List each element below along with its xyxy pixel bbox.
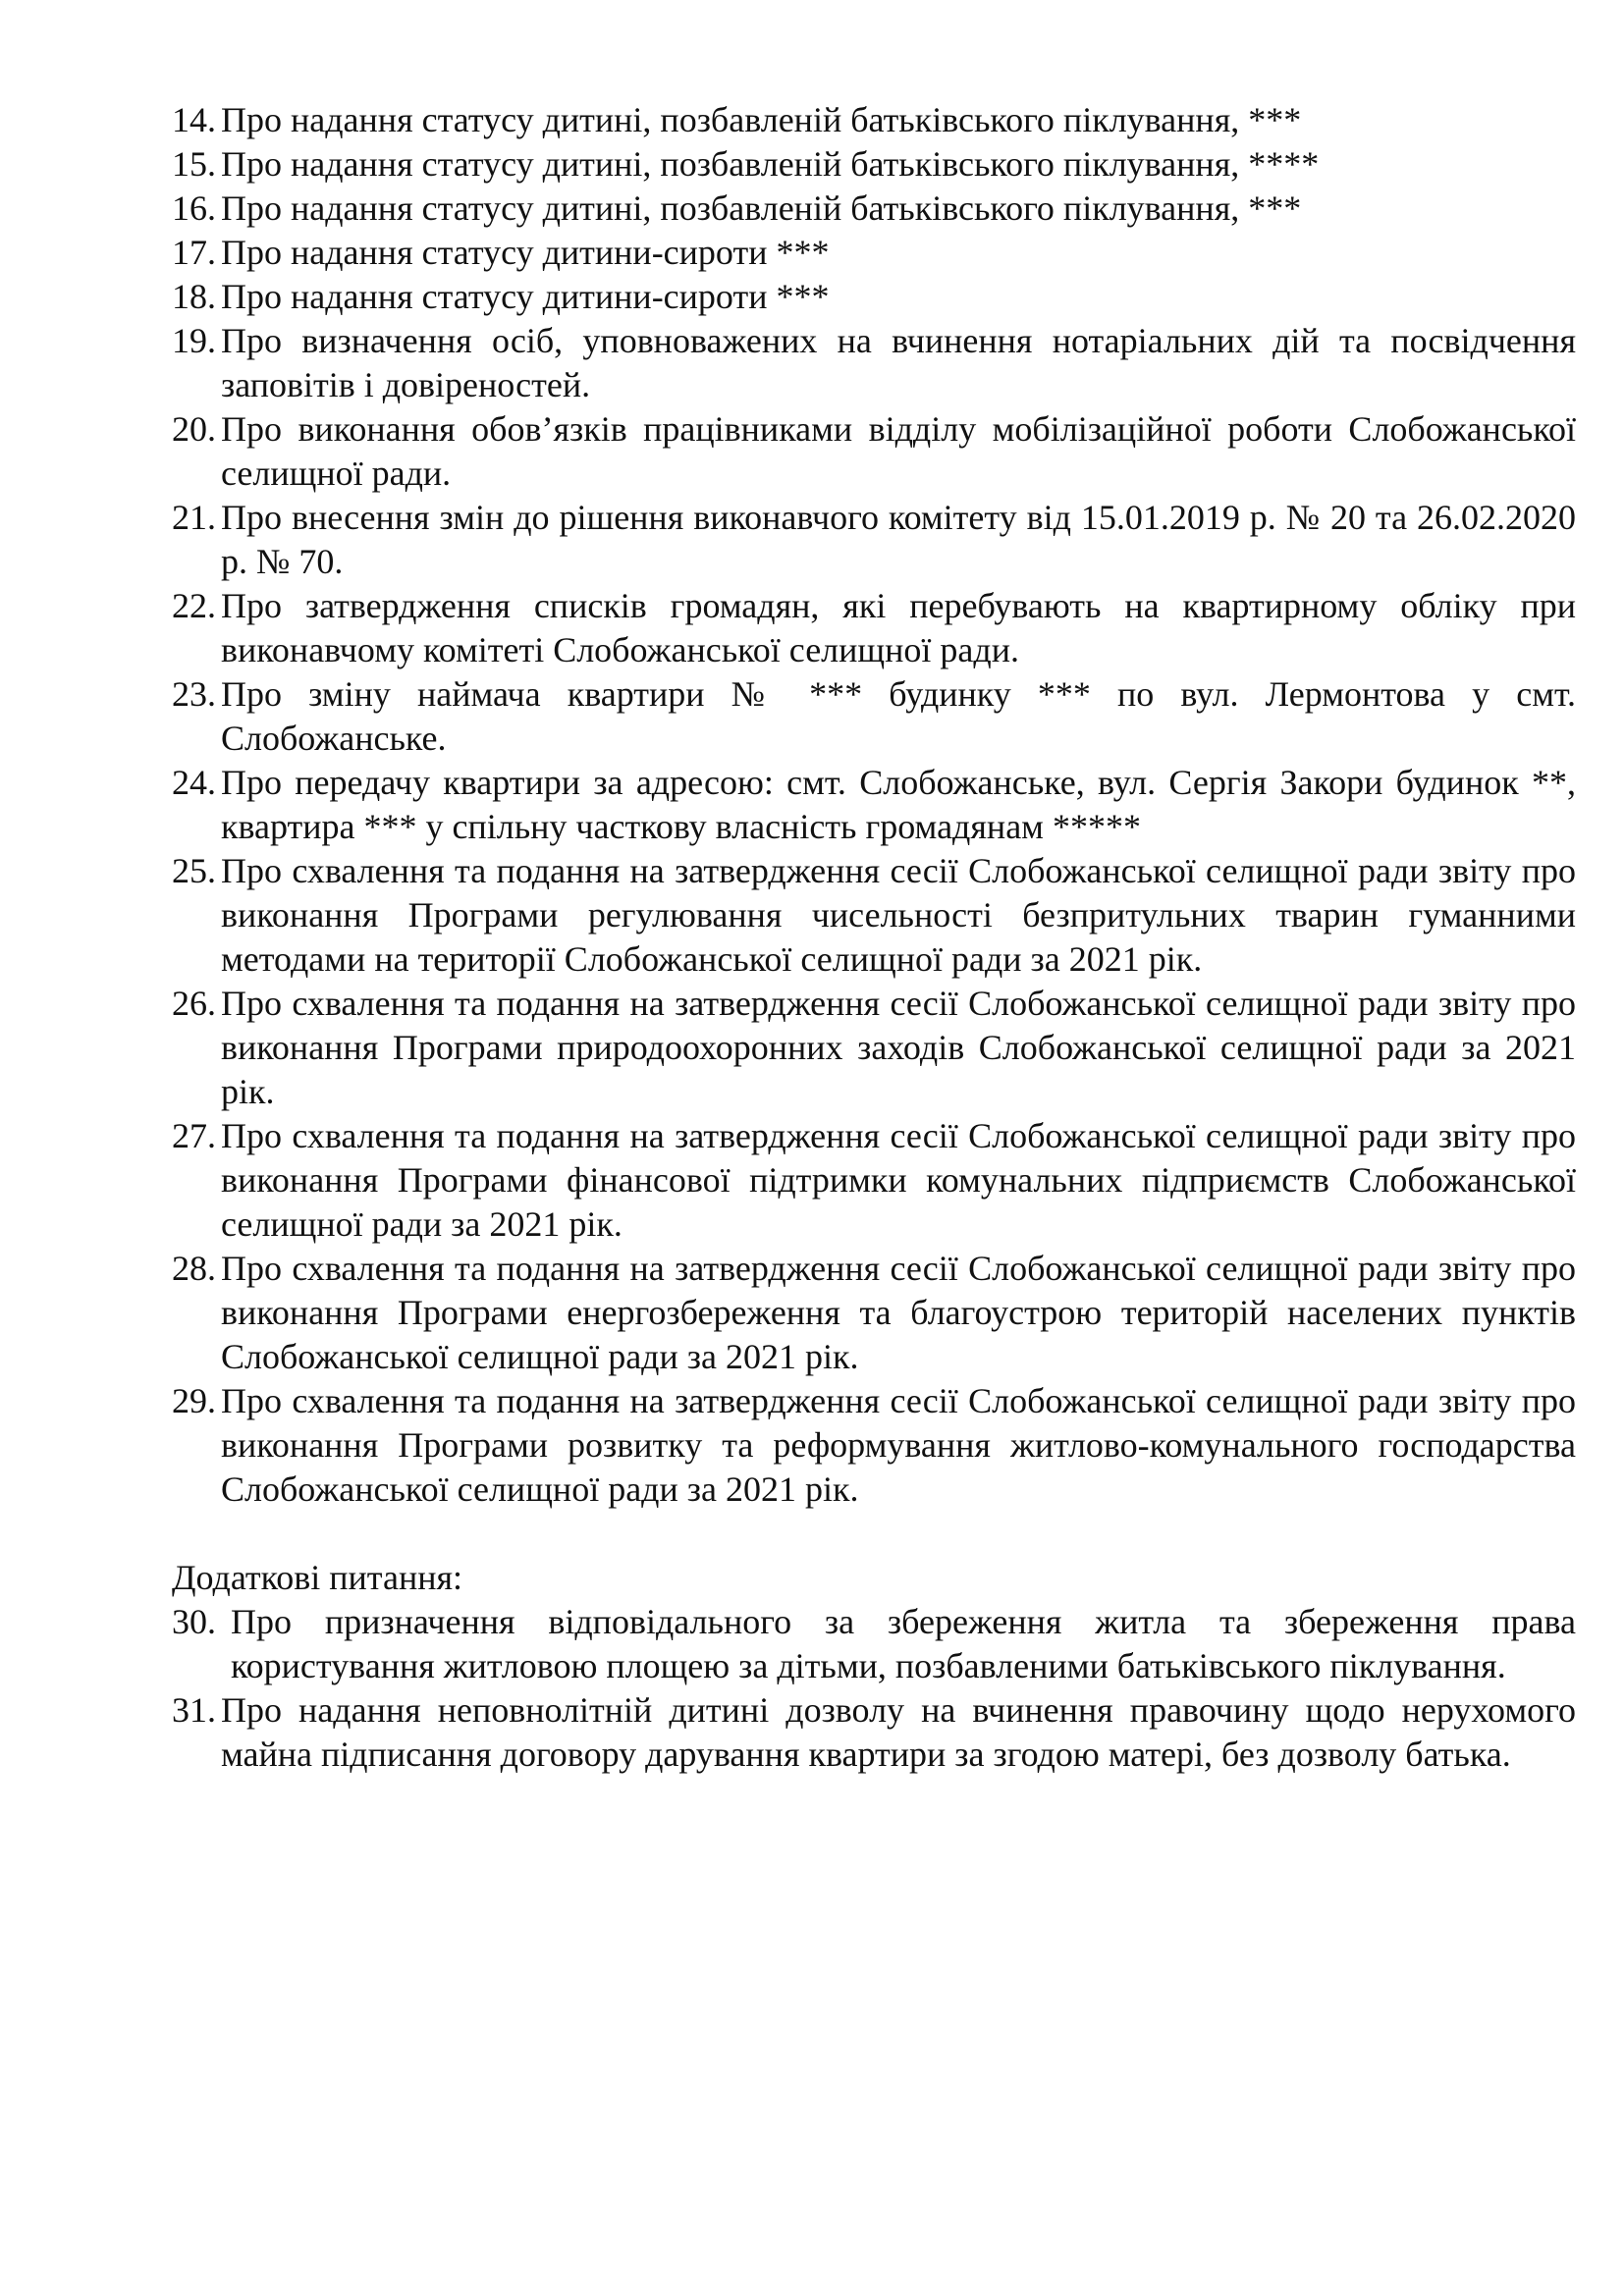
additional-questions-heading: Додаткові питання: [172,1558,463,1597]
agenda-item-20 [172,407,1576,496]
item-text: Про визначення осіб, уповноважених на вчинення нотаріальних дій та посвідчення заповітів і довіреностей. [221,321,1576,404]
item-text: Про затвердження списків громадян, які перебувають на квартирному обліку при виконавчому комітеті Слобожанської селищної ради. [221,586,1576,669]
agenda-item-15 [172,142,1576,187]
agenda-item-19 [172,319,1576,407]
item-number: 19. [172,321,216,360]
agenda-item-26 [172,982,1576,1114]
item-text: Про призначення відповідального за збереження житла та збереження права користування житловою площею за дітьми, позбавленими батьківського піклування. [231,1602,1576,1685]
item-number: 21. [172,498,216,537]
item-number: 20. [172,409,216,449]
item-number: 26. [172,984,216,1023]
item-number: 30. [172,1602,216,1641]
item-text: Про схвалення та подання на затвердження сесії Слобожанської селищної ради звіту про виконання Програми розвитку та реформування житлово-комунального господарства Слобожанської селищної ради за 2021 рік. [221,1381,1576,1509]
item-text: Про надання статусу дитини-сироти *** [221,233,830,272]
agenda-item-17 [172,231,1576,275]
item-text: Про надання статусу дитині, позбавленій батьківського піклування, *** [221,188,1302,228]
item-text: Про внесення змін до рішення виконавчого комітету від 15.01.2019 р. № 20 та 26.02.2020 р. № 70. [221,498,1576,581]
item-text: Про передачу квартири за адресою: смт. Слобожанське, вул. Сергія Закори будинок **, квартира *** у спільну часткову власність громадянам ***** [221,763,1576,846]
item-text: Про схвалення та подання на затвердження сесії Слобожанської селищної ради звіту про виконання Програми природоохоронних заходів Слобожанської селищної ради за 2021 рік. [221,984,1576,1111]
item-number: 28. [172,1249,216,1288]
agenda-item-18 [172,275,1576,319]
item-text: Про схвалення та подання на затвердження сесії Слобожанської селищної ради звіту про виконання Програми енергозбереження та благоустрою територій населених пунктів Слобожанської селищної ради за 2021 рік. [221,1249,1576,1376]
item-number: 29. [172,1381,216,1420]
item-text: Про надання неповнолітній дитині дозволу на вчинення правочину щодо нерухомого майна підписання договору дарування квартири за згодою матері, без дозволу батька. [221,1690,1576,1774]
agenda-item-24 [172,761,1576,849]
agenda-item-25 [172,849,1576,982]
document-page [172,98,1576,1777]
item-text: Про схвалення та подання на затвердження сесії Слобожанської селищної ради звіту про виконання Програми регулювання чисельності безпритульних тварин гуманними методами на території Слобожанської селищної ради за 2021 рік. [221,851,1576,979]
item-text: Про зміну наймача квартири № *** будинку *** по вул. Лермонтова у смт. Слобожанське. [221,674,1576,758]
agenda-item-16 [172,187,1576,231]
item-text: Про надання статусу дитині, позбавленій батьківського піклування, *** [221,100,1302,139]
agenda-item-14 [172,98,1576,142]
agenda-item-22 [172,584,1576,672]
item-number: 15. [172,144,216,184]
item-text: Про схвалення та подання на затвердження сесії Слобожанської селищної ради звіту про виконання Програми фінансової підтримки комунальних підприємств Слобожанської селищної ради за 2021 рік. [221,1116,1576,1244]
agenda-item-29 [172,1379,1576,1512]
additional-agenda-list [172,1600,1576,1777]
item-number: 25. [172,851,216,890]
item-number: 23. [172,674,216,714]
item-number: 14. [172,100,216,139]
item-number: 18. [172,277,216,316]
item-text: Про виконання обов’язків працівниками відділу мобілізаційної роботи Слобожанської селищної ради. [221,409,1576,493]
agenda-item-27 [172,1114,1576,1247]
item-number: 24. [172,763,216,802]
item-number: 17. [172,233,216,272]
item-number: 16. [172,188,216,228]
item-text: Про надання статусу дитині, позбавленій батьківського піклування, **** [221,144,1320,184]
agenda-item-31 [172,1688,1576,1777]
item-number: 31. [172,1690,216,1730]
item-text: Про надання статусу дитини-сироти *** [221,277,830,316]
item-number: 27. [172,1116,216,1155]
agenda-item-23 [172,672,1576,761]
agenda-list [172,98,1576,1512]
agenda-item-30 [172,1600,1576,1688]
agenda-item-28 [172,1247,1576,1379]
item-number: 22. [172,586,216,625]
agenda-item-21 [172,496,1576,584]
